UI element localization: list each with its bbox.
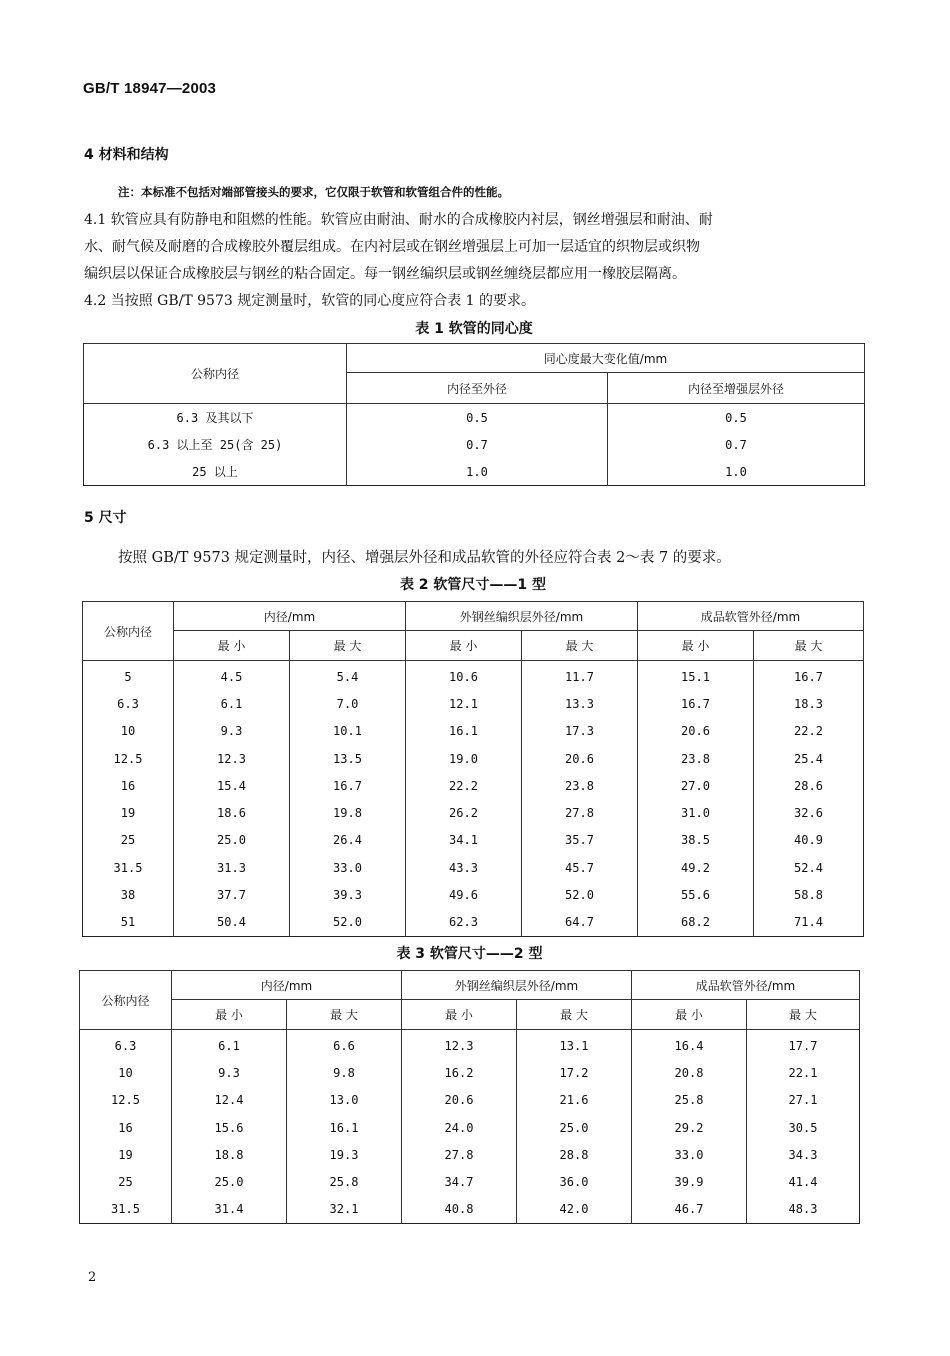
table-cell: 39.3 <box>290 881 406 908</box>
table-row <box>83 772 864 799</box>
paragraph-4-2: 4.2 当按照 GB/T 9573 规定测量时，软管的同心度应符合表 1 的要求。 <box>84 293 536 309</box>
standard-number: GB/T 18947—2003 <box>83 80 217 97</box>
table-cell: 28.8 <box>517 1141 632 1168</box>
table-subheader-min: 最 小 <box>632 1000 747 1030</box>
table-cell: 27.8 <box>522 799 638 826</box>
table-cell: 16.2 <box>402 1059 517 1086</box>
table-row <box>83 690 864 717</box>
table-cell: 12.5 <box>111 1093 140 1108</box>
table-cell: 25.0 <box>517 1114 632 1141</box>
table-cell: 34.1 <box>406 827 522 854</box>
table-cell: 6.1 <box>174 690 290 717</box>
table-row <box>83 854 864 881</box>
table-cell: 32.6 <box>754 799 864 826</box>
table-cell: 34.3 <box>747 1141 860 1168</box>
table-row <box>80 1114 860 1141</box>
table-cell: 21.6 <box>517 1087 632 1114</box>
table-cell: 9.3 <box>174 718 290 745</box>
table-header-nominal: 公称内径 <box>84 344 347 404</box>
table-cell: 36.0 <box>517 1168 632 1195</box>
table-cell: 13.3 <box>522 690 638 717</box>
paragraph-4-1-line: 水、耐气候及耐磨的合成橡胶外覆层组成。在内衬层或在钢丝增强层上可加一层适宜的织物层或织物 <box>84 239 700 255</box>
table-row <box>83 881 864 908</box>
table-cell: 49.2 <box>638 854 754 881</box>
table-cell: 13.0 <box>287 1087 402 1114</box>
table-cell: 48.3 <box>747 1196 860 1224</box>
table-cell: 6.3 <box>114 1038 137 1053</box>
table-cell: 18.8 <box>172 1141 287 1168</box>
table-cell: 64.7 <box>522 909 638 937</box>
table-subheader-min: 最 小 <box>638 631 754 661</box>
table-cell: 19.0 <box>406 745 522 772</box>
table-cell: 9.8 <box>287 1059 402 1086</box>
table-cell: 46.7 <box>632 1196 747 1224</box>
table-subheader-max: 最 大 <box>517 1000 632 1030</box>
table-cell: 16 <box>118 1120 133 1135</box>
table-cell: 71.4 <box>754 909 864 937</box>
table-cell: 58.8 <box>754 881 864 908</box>
table-cell: 38.5 <box>638 827 754 854</box>
table-cell: 20.6 <box>638 718 754 745</box>
table-cell: 0.5 <box>347 404 608 432</box>
table-subheader-min: 最 小 <box>402 1000 517 1030</box>
table-row <box>83 661 864 691</box>
table-cell: 6.3 <box>117 696 139 711</box>
table-cell: 10.6 <box>406 661 522 691</box>
table-cell: 39.9 <box>632 1168 747 1195</box>
table-3-hose-dimensions-type-2 <box>79 970 860 1224</box>
table-subheader-max: 最 大 <box>754 631 864 661</box>
page-number: 2 <box>88 1270 97 1285</box>
table-cell: 0.5 <box>725 410 747 425</box>
table-cell: 27.8 <box>402 1141 517 1168</box>
table-cell: 25 <box>120 833 136 848</box>
table-cell: 62.3 <box>406 909 522 937</box>
table-cell: 16.7 <box>290 772 406 799</box>
table-cell: 17.7 <box>747 1030 860 1060</box>
table-cell: 40.8 <box>402 1196 517 1224</box>
section-4-note: 注：本标准不包括对端部管接头的要求，它仅限于软管和软管组合件的性能。 <box>118 185 509 199</box>
table-row <box>80 1059 860 1086</box>
table-row <box>83 909 864 937</box>
table-cell: 32.1 <box>287 1196 402 1224</box>
paragraph-4-1-line: 4.1 软管应具有防静电和阻燃的性能。软管应由耐油、耐水的合成橡胶内衬层，钢丝增强层和耐油、耐 <box>84 212 713 228</box>
table-cell: 19.8 <box>290 799 406 826</box>
table-subheader-min: 最 小 <box>174 631 290 661</box>
table-cell: 26.4 <box>290 827 406 854</box>
table-cell: 16 <box>120 778 136 793</box>
table-cell: 31.5 <box>113 860 143 875</box>
table-cell: 6.3 以上至 25(含 25) <box>84 431 347 458</box>
table-cell: 20.6 <box>402 1087 517 1114</box>
table-cell: 19 <box>120 806 136 821</box>
table-cell: 9.3 <box>172 1059 287 1086</box>
table-cell: 22.2 <box>406 772 522 799</box>
table-cell: 16.4 <box>632 1030 747 1060</box>
table-row <box>83 718 864 745</box>
table-1-caption: 表 1 软管的同心度 <box>415 321 533 337</box>
table-row <box>80 1087 860 1114</box>
table-cell: 22.2 <box>754 718 864 745</box>
table-row <box>80 1196 860 1224</box>
table-cell: 23.8 <box>638 745 754 772</box>
table-cell: 25.0 <box>174 827 290 854</box>
table-cell: 5.4 <box>290 661 406 691</box>
table-cell: 25.8 <box>287 1168 402 1195</box>
table-header-group: 内径/mm <box>174 602 406 631</box>
table-cell: 27.0 <box>638 772 754 799</box>
table-cell: 20.8 <box>632 1059 747 1086</box>
table-cell: 4.5 <box>174 661 290 691</box>
table-cell: 23.8 <box>522 772 638 799</box>
table-cell: 25.4 <box>754 745 864 772</box>
table-cell: 35.7 <box>522 827 638 854</box>
table-header-group: 成品软管外径/mm <box>638 602 864 631</box>
table-cell: 45.7 <box>522 854 638 881</box>
table-header-group: 外钢丝编织层外径/mm <box>406 602 638 631</box>
table-subheader-min: 最 小 <box>172 1000 287 1030</box>
table-2-hose-dimensions-type-1 <box>82 601 864 937</box>
table-cell: 37.7 <box>174 881 290 908</box>
table-cell: 50.4 <box>174 909 290 937</box>
table-cell: 16.7 <box>638 690 754 717</box>
table-header-nominal: 公称内径 <box>83 602 174 661</box>
table-row <box>83 799 864 826</box>
table-cell: 7.0 <box>290 690 406 717</box>
table-subheader-max: 最 大 <box>522 631 638 661</box>
table-cell: 6.6 <box>287 1030 402 1060</box>
table-cell: 12.1 <box>406 690 522 717</box>
table-cell: 49.6 <box>406 881 522 908</box>
table-cell: 38 <box>120 888 136 903</box>
table-1-concentricity <box>83 343 865 486</box>
table-cell: 51 <box>120 915 136 930</box>
table-cell: 1.0 <box>725 464 747 479</box>
table-cell: 34.7 <box>402 1168 517 1195</box>
table-row <box>80 1141 860 1168</box>
table-cell: 15.1 <box>638 661 754 691</box>
table-cell: 0.7 <box>347 431 608 458</box>
table-cell: 12.3 <box>402 1030 517 1060</box>
table-cell: 24.0 <box>402 1114 517 1141</box>
paragraph-4-1 <box>84 207 874 288</box>
table-row <box>84 458 865 486</box>
table-cell: 52.0 <box>290 909 406 937</box>
table-3-caption: 表 3 软管尺寸——2 型 <box>396 946 543 962</box>
table-cell: 28.6 <box>754 772 864 799</box>
table-cell: 19.3 <box>287 1141 402 1168</box>
table-cell: 17.2 <box>517 1059 632 1086</box>
table-cell: 30.5 <box>747 1114 860 1141</box>
table-cell: 17.3 <box>522 718 638 745</box>
table-cell: 52.4 <box>754 854 864 881</box>
table-cell: 15.6 <box>172 1114 287 1141</box>
table-header-nominal: 公称内径 <box>80 971 172 1030</box>
table-cell: 22.1 <box>747 1059 860 1086</box>
table-cell: 13.1 <box>517 1030 632 1060</box>
table-cell: 13.5 <box>290 745 406 772</box>
table-cell: 15.4 <box>174 772 290 799</box>
table-cell: 0.7 <box>725 437 747 452</box>
section-4-title: 4 材料和结构 <box>84 147 169 163</box>
table-cell: 43.3 <box>406 854 522 881</box>
table-cell: 11.7 <box>522 661 638 691</box>
table-cell: 16.1 <box>287 1114 402 1141</box>
table-cell: 16.7 <box>754 661 864 691</box>
table-cell: 68.2 <box>638 909 754 937</box>
table-header-group: 内径/mm <box>172 971 402 1000</box>
table-cell: 12.4 <box>172 1087 287 1114</box>
table-cell: 31.0 <box>638 799 754 826</box>
table-cell: 29.2 <box>632 1114 747 1141</box>
table-cell: 10 <box>118 1065 133 1080</box>
table-row <box>80 1168 860 1195</box>
table-header-group: 外钢丝编织层外径/mm <box>402 971 632 1000</box>
table-row <box>84 404 865 432</box>
table-cell: 16.1 <box>406 718 522 745</box>
table-subheader-max: 最 大 <box>287 1000 402 1030</box>
table-cell: 26.2 <box>406 799 522 826</box>
table-subheader-min: 最 小 <box>406 631 522 661</box>
table-row <box>84 431 865 458</box>
section-5-paragraph: 按照 GB/T 9573 规定测量时，内径、增强层外径和成品软管的外径应符合表 2～表 7 的要求。 <box>118 550 731 566</box>
table-cell: 25 <box>118 1175 133 1190</box>
table-cell: 41.4 <box>747 1168 860 1195</box>
table-row <box>83 827 864 854</box>
table-cell: 31.4 <box>172 1196 287 1224</box>
table-subheader-max: 最 大 <box>747 1000 860 1030</box>
table-cell: 18.6 <box>174 799 290 826</box>
table-cell: 1.0 <box>347 458 608 486</box>
table-row <box>83 745 864 772</box>
table-cell: 10.1 <box>290 718 406 745</box>
table-cell: 33.0 <box>290 854 406 881</box>
table-cell: 31.3 <box>174 854 290 881</box>
table-cell: 18.3 <box>754 690 864 717</box>
table-cell: 12.3 <box>174 745 290 772</box>
table-cell: 42.0 <box>517 1196 632 1224</box>
table-subheader: 内径至外径 <box>347 373 608 404</box>
table-header-group: 成品软管外径/mm <box>632 971 860 1000</box>
table-cell: 33.0 <box>632 1141 747 1168</box>
table-cell: 25.8 <box>632 1087 747 1114</box>
table-cell: 52.0 <box>522 881 638 908</box>
table-cell: 31.5 <box>111 1202 140 1217</box>
table-cell: 55.6 <box>638 881 754 908</box>
table-cell: 6.1 <box>172 1030 287 1060</box>
table-2-caption: 表 2 软管尺寸——1 型 <box>399 577 547 593</box>
section-5-title: 5 尺寸 <box>84 510 127 526</box>
table-cell: 6.3 及其以下 <box>84 404 347 432</box>
table-row <box>80 1030 860 1060</box>
table-cell: 10 <box>120 724 136 739</box>
table-subheader: 内径至增强层外径 <box>608 373 865 404</box>
table-cell: 20.6 <box>522 745 638 772</box>
table-cell: 27.1 <box>747 1087 860 1114</box>
paragraph-4-1-line: 编织层以保证合成橡胶层与钢丝的粘合固定。每一钢丝编织层或钢丝缠绕层都应用一橡胶层隔离。 <box>84 266 686 282</box>
table-cell: 12.5 <box>113 751 143 766</box>
table-subheader-max: 最 大 <box>290 631 406 661</box>
table-cell: 5 <box>124 669 132 684</box>
table-header-group: 同心度最大变化值/mm <box>347 344 865 373</box>
table-cell: 25.0 <box>172 1168 287 1195</box>
table-cell: 19 <box>118 1147 133 1162</box>
table-cell: 25 以上 <box>84 458 347 486</box>
table-cell: 40.9 <box>754 827 864 854</box>
